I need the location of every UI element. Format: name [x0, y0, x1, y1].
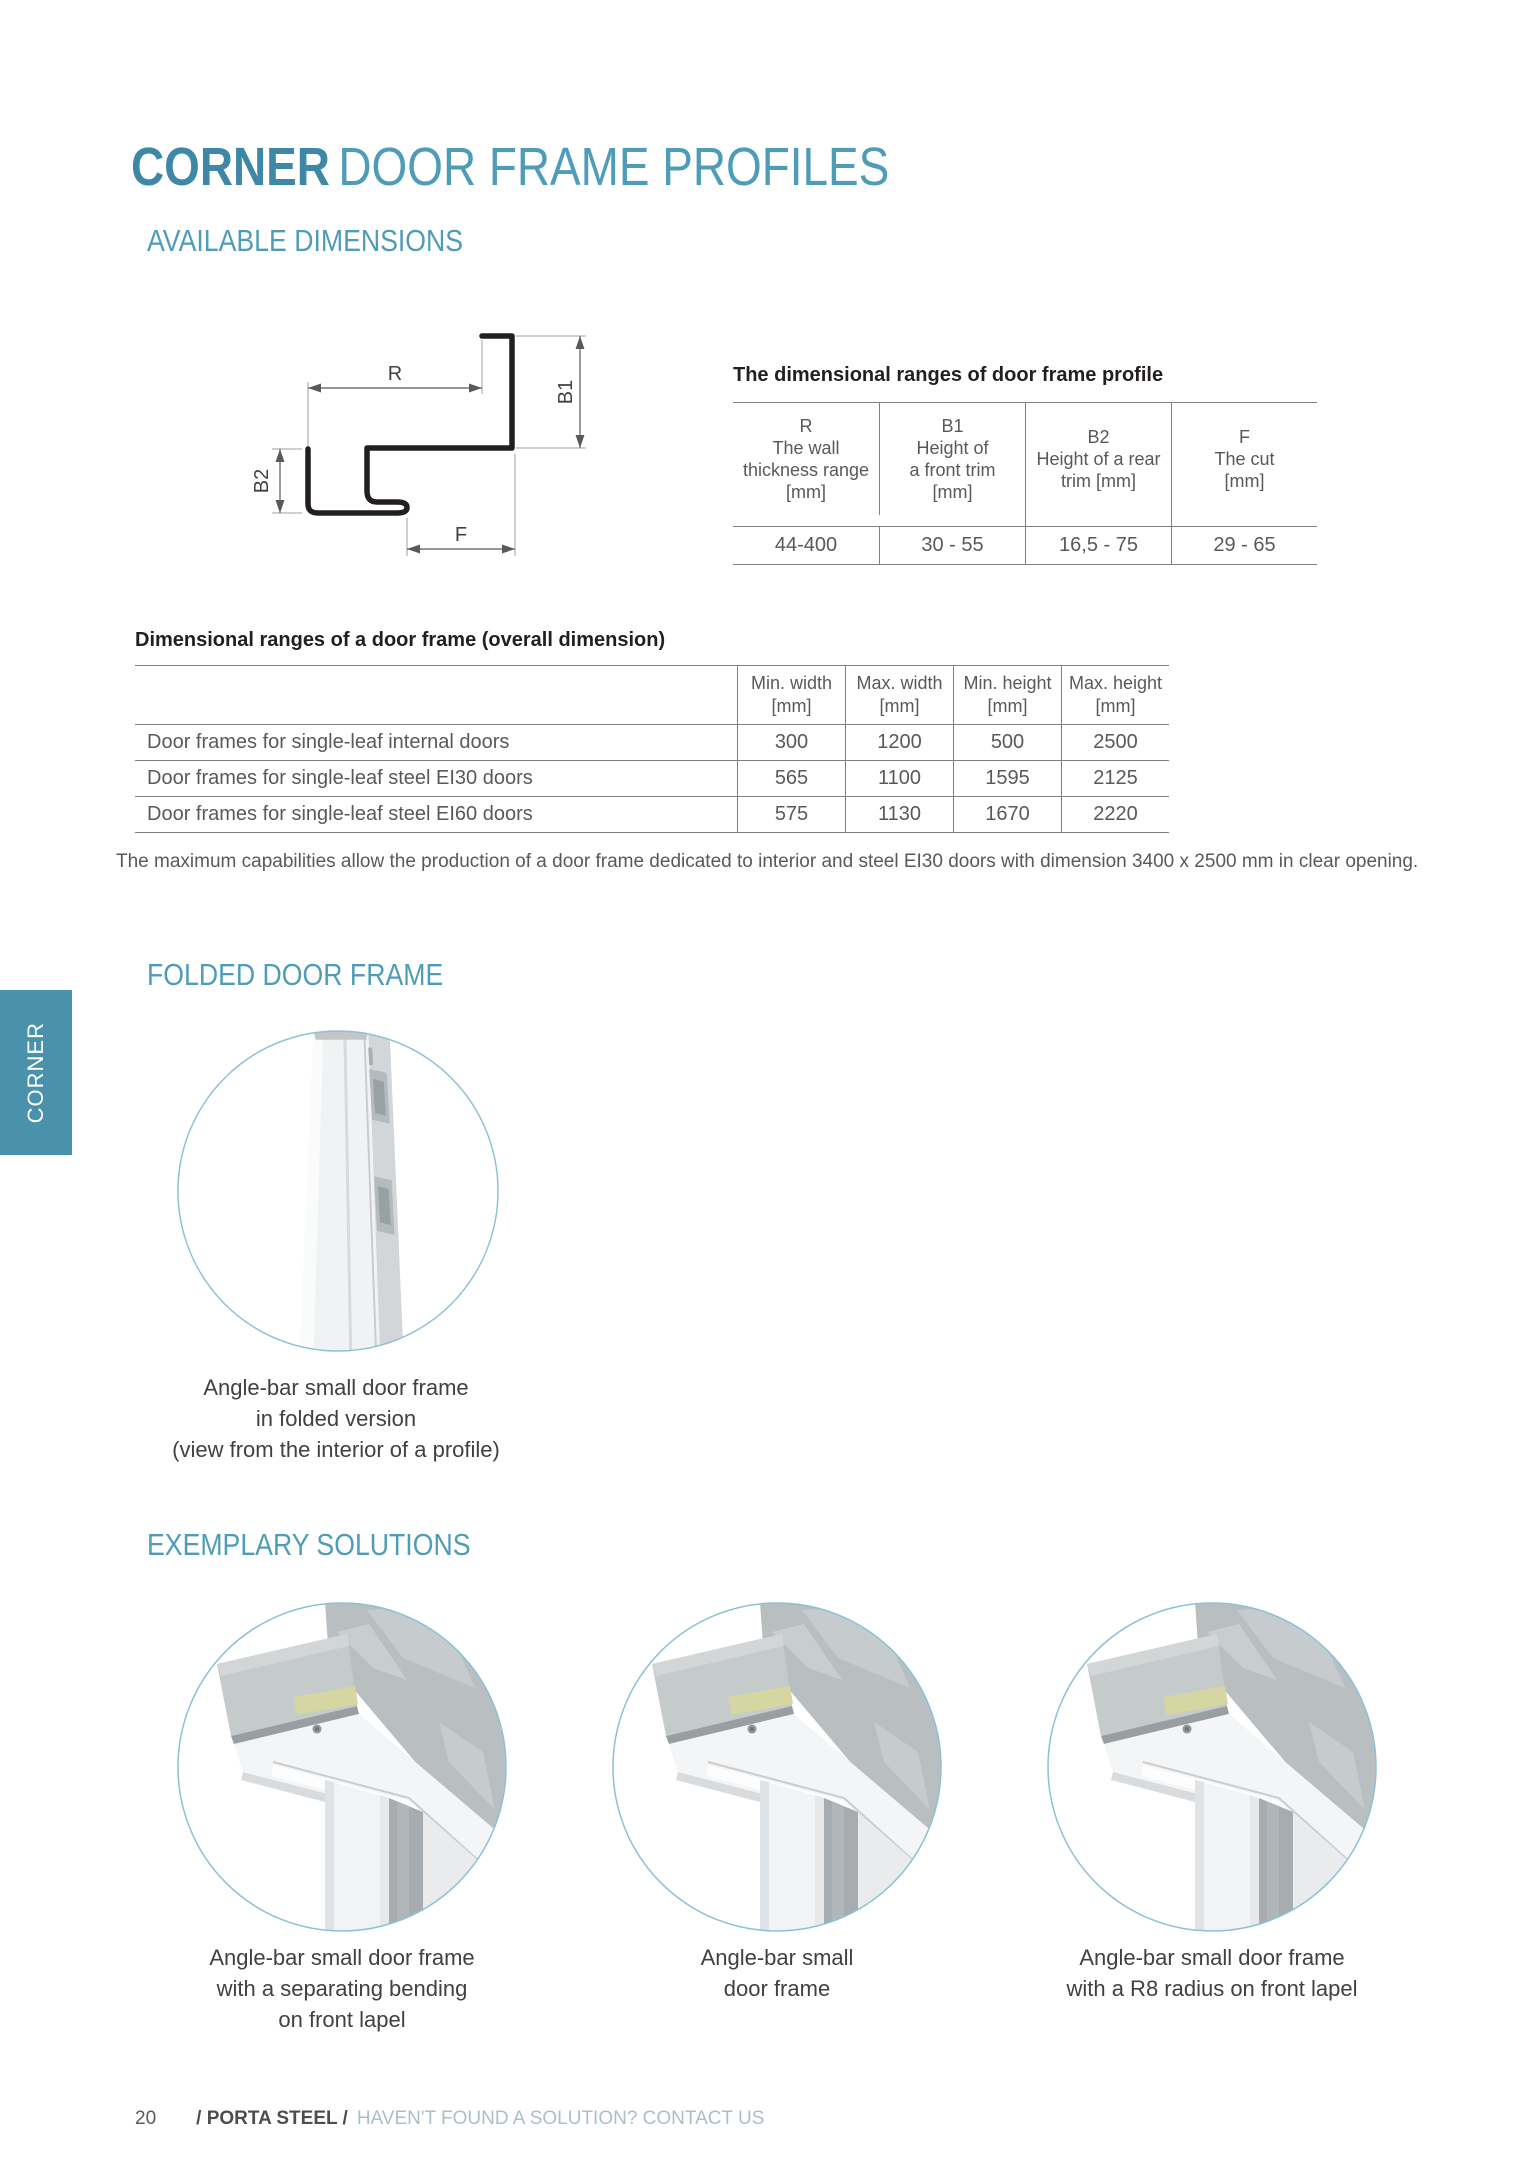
value-r: 44-400: [733, 526, 879, 564]
exemplary-image-2: [612, 1602, 942, 1932]
section-folded-door-frame: FOLDED DOOR FRAME: [147, 957, 444, 992]
col-header-f: F The cut [mm]: [1171, 403, 1317, 526]
table-cell: 575: [737, 796, 845, 832]
exemplary-image-3: [1047, 1602, 1377, 1932]
frame-dimension-table: [135, 629, 1169, 833]
col-min-height: Min. height [mm]: [953, 666, 1061, 724]
label-col-header: [135, 666, 737, 724]
sidebar-tab-corner[interactable]: [0, 990, 72, 1155]
dimension-arrows: [276, 336, 585, 554]
table-cell: 1200: [845, 724, 953, 760]
col-max-height: Max. height [mm]: [1061, 666, 1169, 724]
profile-table-grid: [733, 402, 1317, 565]
page-footer: [135, 2108, 764, 2130]
table-row-label: Door frames for single-leaf steel EI60 doors: [135, 796, 737, 832]
table-cell: 1130: [845, 796, 953, 832]
profile-dimension-table: [733, 364, 1317, 565]
page-title-bold: CORNER: [131, 137, 330, 197]
dim-label-r: R: [387, 363, 403, 385]
table-cell: 500: [953, 724, 1061, 760]
frame-table-grid: [135, 665, 1169, 833]
dim-label-b1: B1: [555, 379, 577, 405]
dim-label-b2: B2: [251, 468, 273, 494]
exemplary-caption-2: Angle-bar small door frame: [700, 1945, 854, 2001]
folded-frame-caption: Angle-bar small door frame in folded version (view from the interior of a profile): [172, 1375, 500, 1462]
table-cell: 300: [737, 724, 845, 760]
profile-drawing: [250, 316, 605, 566]
profile-section-path: [308, 336, 512, 513]
col-max-width: Max. width [mm]: [845, 666, 953, 724]
value-b2: 16,5 - 75: [1025, 526, 1171, 564]
exemplary-caption-3: Angle-bar small door frame with a R8 radius on front lapel: [1066, 1945, 1358, 2001]
frame-table-title: Dimensional ranges of a door frame (overall dimension): [135, 629, 666, 651]
section-available-dimensions: AVAILABLE DIMENSIONS: [147, 223, 464, 258]
table-row-label: Door frames for single-leaf internal doors: [135, 724, 737, 760]
capabilities-note: The maximum capabilities allow the production of a door frame dedicated to interior and steel EI30 doors with dimension 3400 x 2500 mm in clear opening.: [116, 851, 1419, 872]
dimension-lines: [280, 336, 580, 549]
col-header-r: R The wall thickness range [mm]: [742, 416, 870, 502]
exemplary-image-1: [177, 1602, 507, 1932]
table-bottom-border: [135, 832, 1169, 833]
sidebar-tab-label: CORNER: [23, 1021, 48, 1124]
table-cell: 1595: [953, 760, 1061, 796]
table-cell: 1100: [845, 760, 953, 796]
folded-frame-image: [177, 1030, 499, 1352]
table-cell: 2125: [1061, 760, 1169, 796]
table-row-label: Door frames for single-leaf steel EI30 doors: [135, 760, 737, 796]
table-cell: 1670: [953, 796, 1061, 832]
dim-label-f: F: [454, 524, 468, 546]
col-header-b2: B2 Height of a rear trim [mm]: [1025, 403, 1171, 526]
value-b1: 30 - 55: [879, 526, 1025, 564]
contact-us-link[interactable]: HAVEN'T FOUND A SOLUTION? CONTACT US: [356, 2108, 765, 2129]
brand-label: / PORTA STEEL /: [196, 2108, 348, 2129]
page-title: [131, 138, 889, 196]
exemplary-caption-1: Angle-bar small door frame with a separating bending on front lapel: [209, 1945, 475, 2032]
value-f: 29 - 65: [1171, 526, 1317, 564]
page-title-light: DOOR FRAME PROFILES: [338, 137, 890, 197]
profile-table-title: The dimensional ranges of door frame profile: [733, 364, 1164, 386]
table-cell: 2220: [1061, 796, 1169, 832]
col-header-b1: B1 Height of a front trim [mm]: [879, 403, 1025, 515]
col-min-width: Min. width [mm]: [737, 666, 845, 724]
table-cell: 565: [737, 760, 845, 796]
page-number: 20: [135, 2108, 157, 2129]
section-exemplary-solutions: EXEMPLARY SOLUTIONS: [147, 1527, 471, 1562]
table-cell: 2500: [1061, 724, 1169, 760]
